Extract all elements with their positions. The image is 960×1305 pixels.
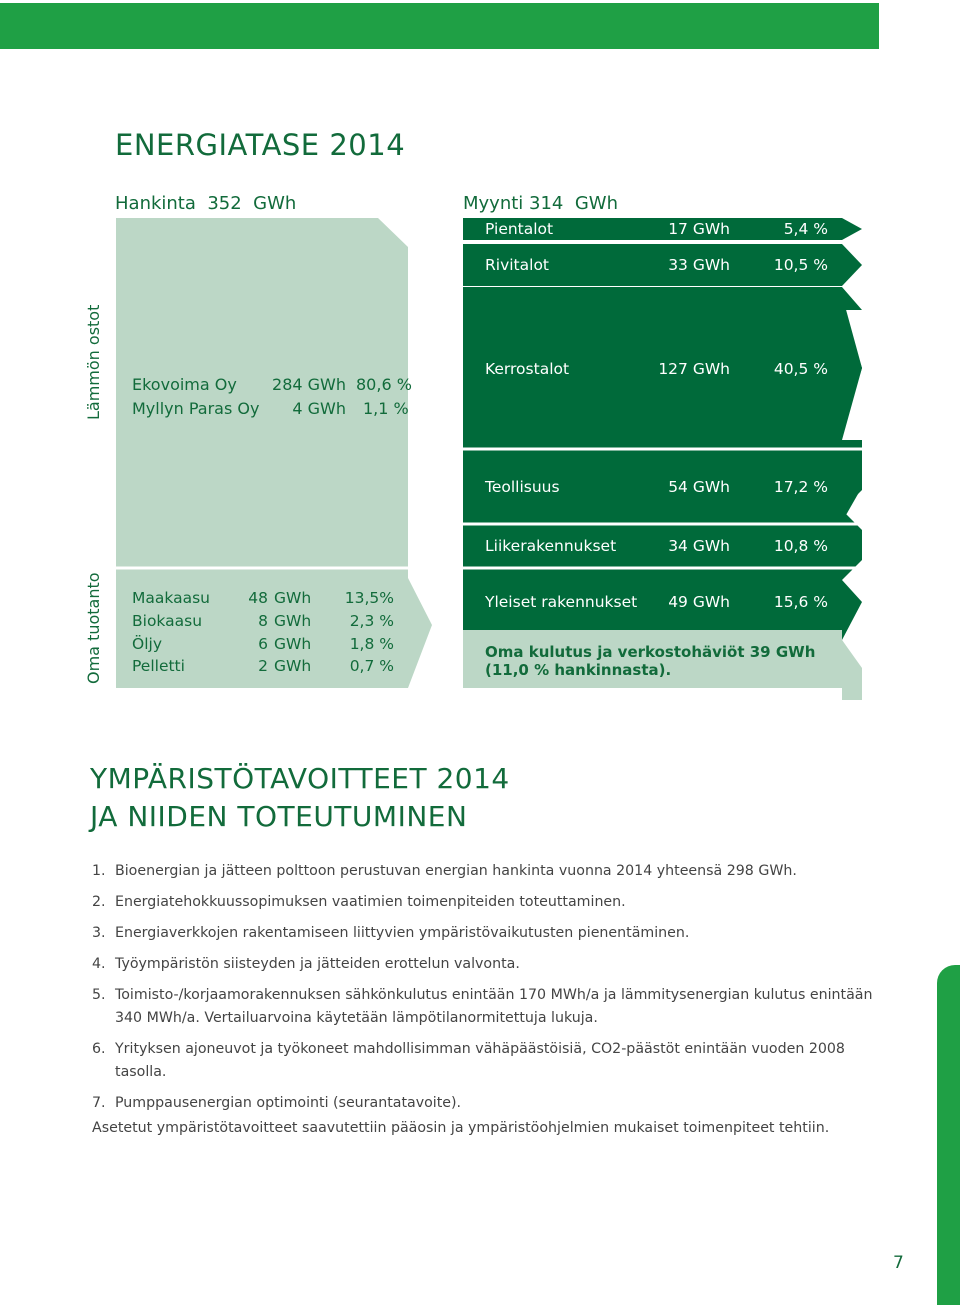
purchase-pct: 1,1 % <box>363 399 409 418</box>
goals-summary: Asetetut ympäristötavoitteet saavutettiin pääosin ja ympäristöohjelmien mukaiset toimenpiteet tehtiin. <box>92 1120 830 1136</box>
goal-number: 1. <box>92 863 106 879</box>
production-gwh: 8 <box>258 612 268 630</box>
sales-total: Myynti 314 GWh <box>463 193 618 214</box>
list-item <box>92 953 882 976</box>
goal-number: 6. <box>92 1041 106 1057</box>
list-item <box>92 1092 882 1115</box>
sales-name: Yleiset rakennukset <box>485 593 638 611</box>
goal-number: 3. <box>92 925 106 941</box>
goals-title <box>90 760 510 836</box>
procurement-total: Hankinta 352 GWh <box>115 193 297 214</box>
sales-pct: 17,2 % <box>773 478 828 496</box>
sales-name: Teollisuus <box>485 478 560 496</box>
losses-line-2: (11,0 % hankinnasta). <box>485 661 672 679</box>
goal-text: Energiatehokkuussopimuksen vaatimien toimenpiteiden toteuttaminen. <box>115 894 626 910</box>
sales-pct: 10,5 % <box>773 256 828 274</box>
purchase-pct: 80,6 % <box>356 375 412 394</box>
page-number: 7 <box>893 1253 904 1273</box>
goals-title-line-2: JA NIIDEN TOTEUTUMINEN <box>90 800 468 833</box>
production-name: Maakaasu <box>132 589 210 607</box>
goal-text: Pumppausenergian optimointi (seurantatavoite). <box>115 1095 462 1111</box>
goal-number: 2. <box>92 894 106 910</box>
list-item <box>92 891 882 914</box>
sales-name: Liikerakennukset <box>485 537 617 555</box>
purchase-name: Ekovoima Oy <box>132 375 237 394</box>
purchases-side-label: Lämmön ostot <box>84 304 103 420</box>
sales-pct: 5,4 % <box>783 220 828 238</box>
own-production-side-label: Oma tuotanto <box>84 572 103 684</box>
sales-gwh: 17 GWh <box>668 220 730 238</box>
production-unit: GWh <box>274 657 312 675</box>
sales-name: Rivitalot <box>485 256 549 274</box>
goals-list <box>92 860 882 1123</box>
purchase-name: Myllyn Paras Oy <box>132 399 260 418</box>
purchase-gwh: 284 GWh <box>272 375 346 394</box>
production-pct: 1,8 % <box>349 635 394 653</box>
list-item <box>92 1038 882 1084</box>
goal-text: Työympäristön siisteyden ja jätteiden erottelun valvonta. <box>115 956 520 972</box>
sales-gwh: 127 GWh <box>658 360 730 378</box>
sales-pct: 15,6 % <box>773 593 828 611</box>
goal-number: 5. <box>92 987 106 1003</box>
production-gwh: 2 <box>258 657 268 675</box>
sales-pct: 40,5 % <box>773 360 828 378</box>
production-gwh: 6 <box>258 635 268 653</box>
production-name: Biokaasu <box>132 612 203 630</box>
sales-gwh: 34 GWh <box>668 537 730 555</box>
production-gwh: 48 <box>248 589 268 607</box>
goal-text: Bioenergian ja jätteen polttoon perustuvan energian hankinta vuonna 2014 yhteensä 298 GWh. <box>115 863 797 879</box>
goals-title-line-1: YMPÄRISTÖTAVOITTEET 2014 <box>90 762 510 795</box>
page-title: ENERGIATASE 2014 <box>115 128 406 162</box>
goal-number: 7. <box>92 1095 106 1111</box>
sales-name: Pientalot <box>485 220 554 238</box>
losses-line-1: Oma kulutus ja verkostohäviöt 39 GWh <box>485 643 816 661</box>
sales-gwh: 33 GWh <box>668 256 730 274</box>
list-item <box>92 984 882 1030</box>
goal-text: Toimisto-/korjaamorakennuksen sähkönkulutus enintään 170 MWh/a ja lämmitysenergian kulutus enintään 340 MWh/a. Vertailuarvoina käytetään lämpötilanormitettuja lukuja. <box>115 987 873 1026</box>
sales-pct: 10,8 % <box>773 537 828 555</box>
production-unit: GWh <box>274 612 312 630</box>
production-pct: 13,5% <box>344 589 394 607</box>
sales-name: Kerrostalot <box>485 360 570 378</box>
production-name: Öljy <box>132 635 162 653</box>
sales-gwh: 49 GWh <box>668 593 730 611</box>
production-pct: 2,3 % <box>349 612 394 630</box>
list-item <box>92 860 882 883</box>
sales-gwh: 54 GWh <box>668 478 730 496</box>
production-pct: 0,7 % <box>349 657 394 675</box>
list-item <box>92 922 882 945</box>
production-unit: GWh <box>274 635 312 653</box>
production-name: Pelletti <box>132 657 185 675</box>
production-unit: GWh <box>274 589 312 607</box>
side-tab <box>937 965 960 1305</box>
purchase-gwh: 4 GWh <box>292 399 346 418</box>
goal-number: 4. <box>92 956 106 972</box>
goal-text: Energiaverkkojen rakentamiseen liittyvien ympäristövaikutusten pienentäminen. <box>115 925 690 941</box>
goal-text: Yrityksen ajoneuvot ja työkoneet mahdollisimman vähäpäästöisiä, CO2-päästöt enintään vuoden 2008 tasolla. <box>115 1041 845 1080</box>
